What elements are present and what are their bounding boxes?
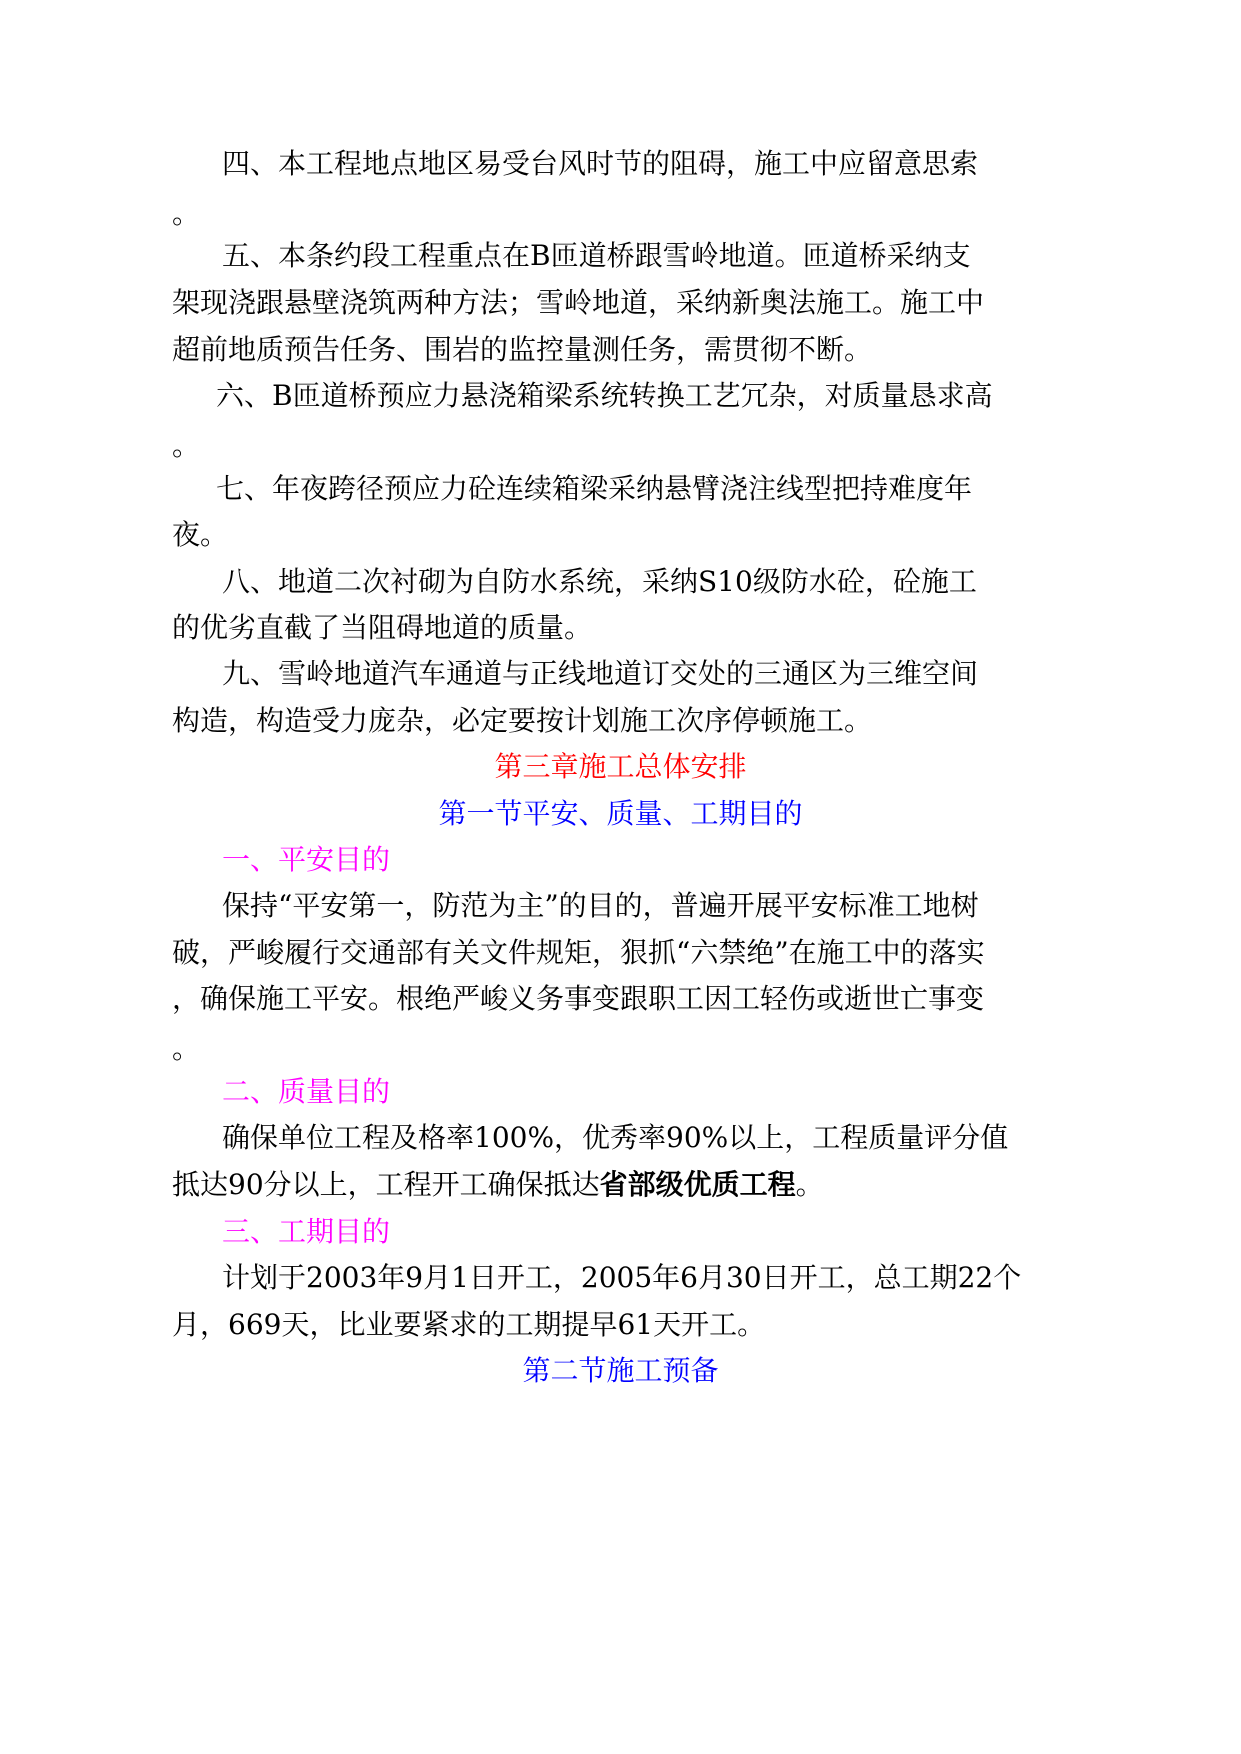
schedule-heading: 三、工期目的 <box>222 1215 391 1248</box>
item8-line2: 的优劣直截了当阻碍地道的质量。 <box>172 611 593 644</box>
item5-line2: 架现浇跟悬壁浇筑两种方法；雪岭地道，采纳新奥法施工。施工中 <box>172 286 985 319</box>
item4-line2: 。 <box>172 197 201 230</box>
item4-line1: 四、本工程地点地区易受台风时节的阻碍，施工中应留意思索 <box>222 147 979 180</box>
item9-line2: 构造，构造受力庞杂，必定要按计划施工次序停顿施工。 <box>172 704 873 737</box>
section-title: 第一节平安、质量、工期目的 <box>438 797 803 830</box>
item7-line1: 七、年夜跨径预应力砼连续箱梁采纳悬臂浇注线型把持难度年 <box>216 472 973 505</box>
section2-title: 第二节施工预备 <box>522 1354 719 1387</box>
quality-heading: 二、质量目的 <box>222 1075 391 1108</box>
safety-heading: 一、平安目的 <box>222 843 391 876</box>
quality-emphasis: 省部级优质工程 <box>599 1168 796 1201</box>
item8-line1: 八、地道二次衬砌为自防水系统，采纳S10级防水砼，砼施工 <box>222 565 977 598</box>
item5-line1: 五、本条约段工程重点在B匝道桥跟雪岭地道。匝道桥采纳支 <box>222 239 971 272</box>
quality-line1: 确保单位工程及格率100%，优秀率90%以上，工程质量评分值 <box>222 1121 1009 1154</box>
safety-line2: 破，严峻履行交通部有关文件规矩，狠抓“六禁绝”在施工中的落实 <box>172 936 985 969</box>
quality-line2-prefix: 抵达90分以上，工程开工确保抵达 <box>172 1168 600 1201</box>
safety-line3: ，确保施工平安。根绝严峻义务事变跟职工因工轻伤或逝世亡事变 <box>172 982 985 1015</box>
schedule-line2: 月，669天，比业要紧求的工期提早61天开工。 <box>172 1308 766 1341</box>
item6-line1: 六、B匝道桥预应力悬浇箱梁系统转换工艺冗杂，对质量恳求高 <box>216 379 993 412</box>
safety-line4: 。 <box>172 1032 201 1065</box>
item7-line2: 夜。 <box>172 518 229 551</box>
quality-line2 <box>172 1167 824 1203</box>
item6-line2: 。 <box>172 429 201 462</box>
schedule-line1: 计划于2003年9月1日开工，2005年6月30日开工，总工期22个 <box>222 1261 1022 1294</box>
quality-line2-suffix: 。 <box>795 1168 824 1201</box>
chapter-title: 第三章施工总体安排 <box>494 750 747 783</box>
item5-line3: 超前地质预告任务、围岩的监控量测任务，需贯彻不断。 <box>172 333 873 366</box>
safety-line1: 保持“平安第一，防范为主”的目的，普遍开展平安标准工地树 <box>222 889 979 922</box>
item9-line1: 九、雪岭地道汽车通道与正线地道订交处的三通区为三维空间 <box>222 657 979 690</box>
